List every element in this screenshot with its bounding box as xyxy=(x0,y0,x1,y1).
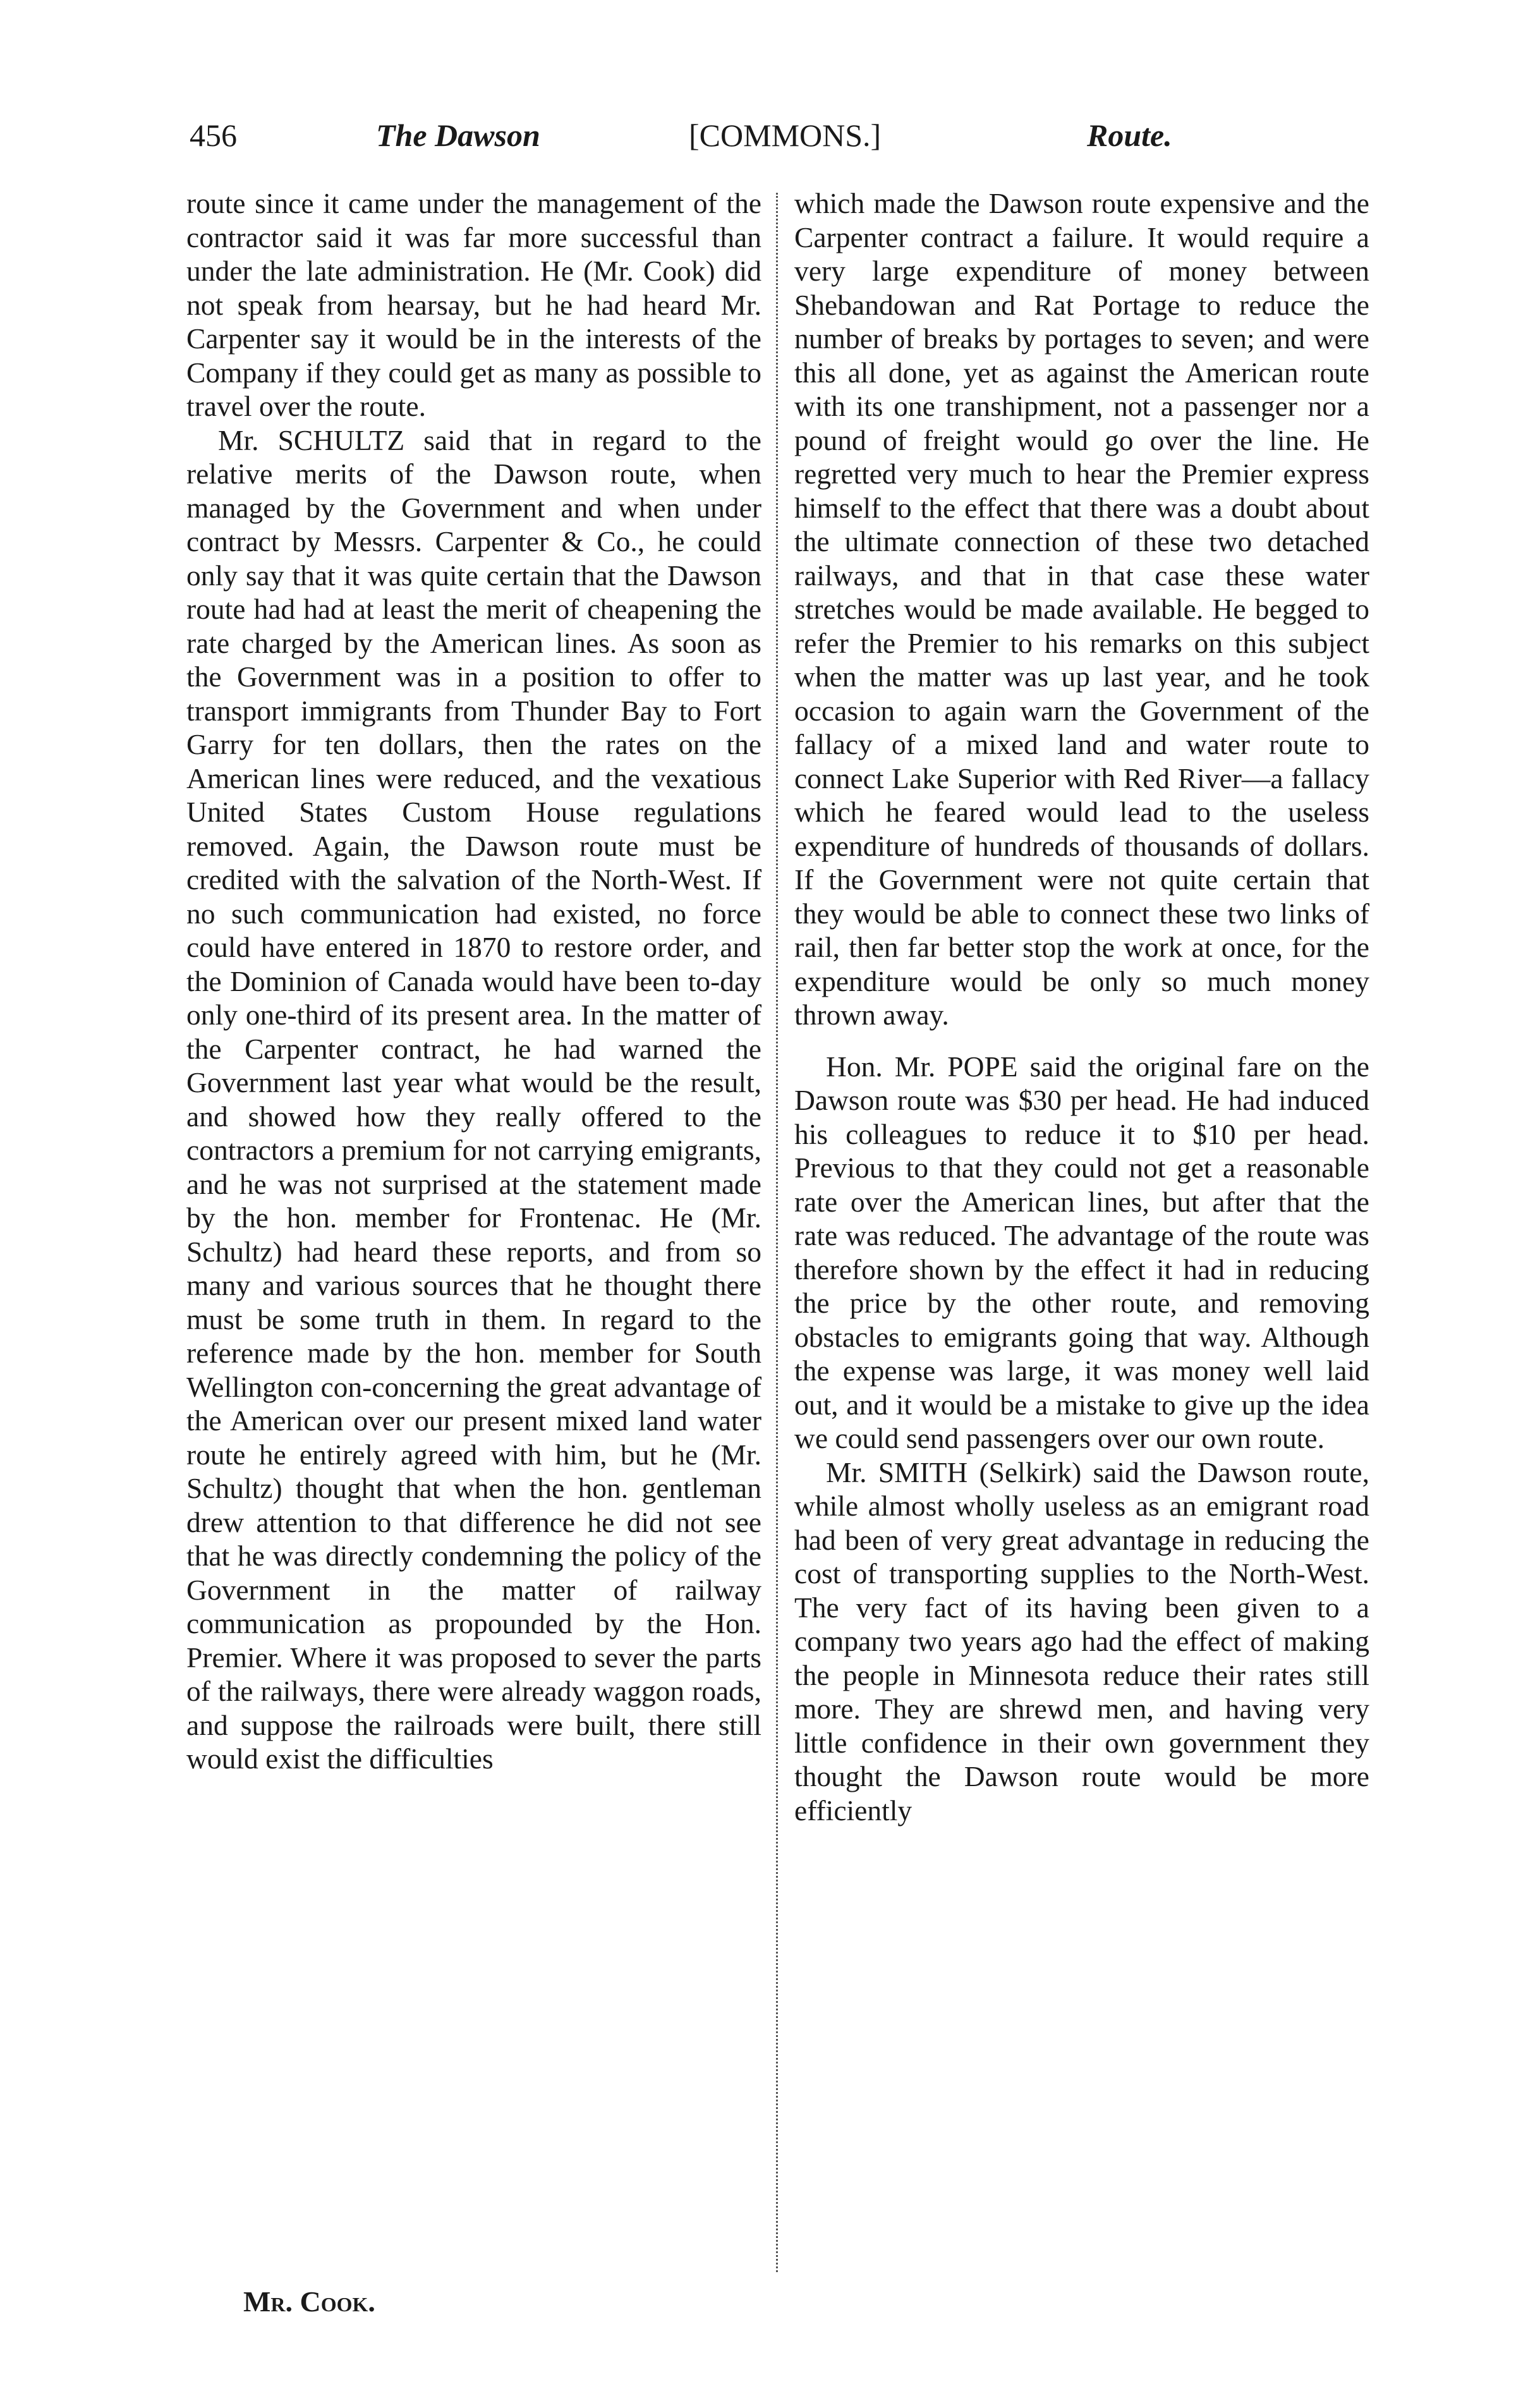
right-column xyxy=(794,186,1369,1827)
header-left-title: The Dawson xyxy=(376,118,540,153)
header-center-title: [COMMONS.] xyxy=(689,118,882,153)
column-divider xyxy=(776,193,778,2272)
right-paragraph-3: Mr. SMITH (Selkirk) said the Dawson route, while almost wholly useless as an emigrant road had been of very great advantage in reducing the cost of transporting supplies to the North-West. The very fact of its having been given to a company two years ago had the effect of making the people in Minnesota reduce their rates still more. They are shrewd men, and having very little confidence in their own government they thought the Dawson route would be more efficiently xyxy=(794,1456,1369,1827)
left-column xyxy=(186,186,761,1776)
header-right-title: Route. xyxy=(1087,118,1172,153)
left-paragraph-1: route since it came under the management of the contractor said it was far more successful than under the late administration. He (Mr. Cook) did not speak from hearsay, but he had heard Mr. Carpenter say it would be in the interests of the Company if they could get as many as possible to travel over the route. xyxy=(186,187,761,422)
right-paragraph-1: which made the Dawson route expensive and the Carpenter contract a failure. It would require a very large expenditure of money between Shebandowan and Rat Portage to reduce the number of breaks by portages to seven; and were this all done, yet as against the American route with its one transhipment, not a passenger nor a pound of freight would go over the line. He regretted very much to hear the Premier express himself to the effect that there was a doubt about the ultimate connection of these two detached railways, and that in that case these water stretches would be made available. He begged to refer the Premier to his remarks on this subject when the matter was up last year, and he took occasion to again warn the Government of the fallacy of a mixed land and water route to connect Lake Superior with Red River—a fallacy which he feared would lead to the useless expenditure of hundreds of thousands of dollars. If the Government were not quite certain that they would be able to connect these two links of rail, then far better stop the work at once, for the expenditure would be only so much money thrown away. xyxy=(794,187,1369,1031)
left-paragraph-2: Mr. SCHULTZ said that in regard to the relative merits of the Dawson route, when managed by the Government and when under contract by Messrs. Carpenter & Co., he could only say that it was quite certain that the Dawson route had had at least the merit of cheapening the rate charged by the American lines. As soon as the Government was in a position to offer to transport immigrants from Thunder Bay to Fort Garry for ten dollars, then the rates on the American lines were reduced, and the vexatious United States Custom House regulations removed. Again, the Dawson route must be credited with the salvation of the North-West. If no such communication had existed, no force could have entered in 1870 to restore order, and the Dominion of Canada would have been to-day only one-third of its present area. In the matter of the Carpenter contract, he had warned the Government last year what would be the result, and showed how they really offered to the contractors a premium for not carrying emigrants, and he was not surprised at the statement made by the hon. member for Frontenac. He (Mr. Schultz) had heard these reports, and from so many and various sources that he thought there must be some truth in them. In regard to the reference made by the hon. member for South Wellington con-concerning the great advantage of the American over our present mixed land water route he entirely agreed with him, but he (Mr. Schultz) thought that when the hon. gentleman drew attention to that difference he did not see that he was directly condemning the policy of the Government in the matter of railway communication as propounded by the Hon. Premier. Where it was proposed to sever the parts of the railways, there were already waggon roads, and suppose the railroads were built, there still would exist the difficulties xyxy=(186,423,761,1775)
right-paragraph-2: Hon. Mr. POPE said the original fare on the Dawson route was $30 per head. He had induced his colleagues to reduce it to $10 per head. Previous to that they could not get a reasonable rate over the American lines, but after that the rate was reduced. The advantage of the route was therefore shown by the effect it had in reducing the price by the other route, and removing obstacles to emigrants going that way. Although the expense was large, it was money well laid out, and it would be a mistake to give up the idea we could send passengers over our own route. xyxy=(794,1050,1369,1454)
footer-speaker: Mr. Cook. xyxy=(243,2285,375,2318)
running-header xyxy=(190,117,1365,167)
page-number: 456 xyxy=(190,118,237,153)
